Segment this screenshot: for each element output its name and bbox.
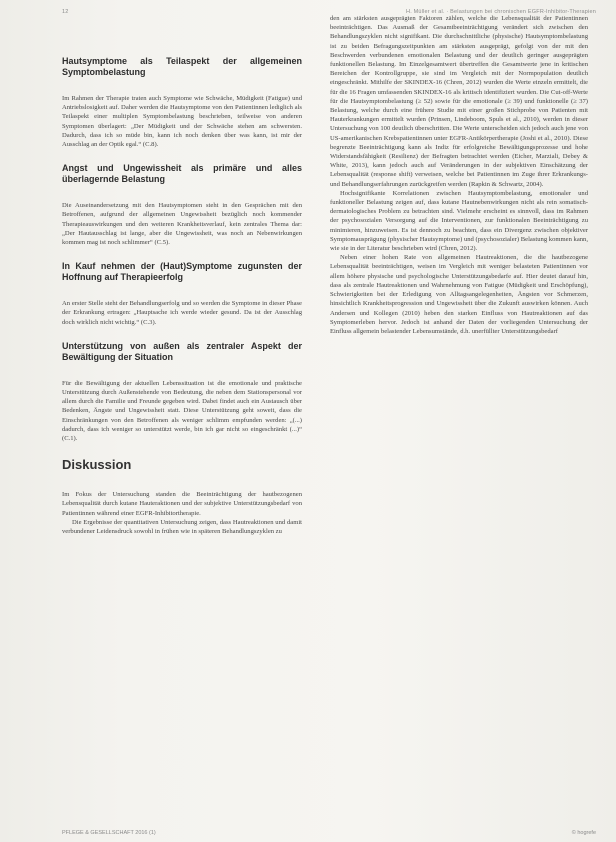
section — [62, 261, 302, 327]
body-paragraph: Hochsignifikante Korrelationen zwischen Hautsymptombelastung, emotionaler und funktioneller Belastung zeigen auf, dass kutane Hautnebenwirkungen nicht als rein somatisch-dermatologisches Problem zu betrachten sind. Vielmehr erscheint es sinnvoll, dass im Rahmen der psychosozialen Versorgung auf die Interventionen, zur funktionalen Beeinträchtigung zu minimieren, hinzuweisen. Es ist dennoch zu beachten, dass ein Divergenz zwischen objektiver Symptomausprägung (physischer Hautsymptome) und (psychosozialer) Belastung kommen kann, wie sie in der Literatur beschrieben wird (Chren, 2012). — [330, 189, 588, 253]
section-text: Die Auseinandersetzung mit den Hautsymptomen steht in den Gesprächen mit den Betroffenen, aufgrund der allgemeinen Ungewissheit bezüglich noch kommender Therapieauswirkungen und den weiteren Krankheitsverlauf, kein zentrales Thema dar: „Der Hautausschlag ist lange, aber die Ungewissheit, was noch an Nebenwirkungen kommen mag ist noch schlimmer“ (C.5). — [62, 202, 302, 247]
section — [62, 341, 302, 443]
discussion-paragraph: Im Fokus der Untersuchung standen die Beeinträchtigung der hautbezogenen Lebensqualität durch kutane Hauteraktionen und der subjektive Unterstützungsbedarf von Patientinnen während einer EGFR-Inhibitortherapie. — [62, 491, 302, 517]
publisher-footer: © hogrefe — [571, 830, 596, 836]
section — [62, 56, 302, 149]
section-heading: Hautsymptome als Teilaspekt der allgemeinen Symptombelastung — [62, 56, 302, 77]
page-number: 12 — [62, 9, 69, 15]
body-paragraph: Neben einer hohen Rate von allgemeinen Hautreaktionen, die die hautbezogene Lebensqualität beeinträchtigen, weisen im Vergleich mit weniger belasteten Patientinnen vor allem höhere physische und psychologische Unterstützungsbedarfe auf. Hier deutet darauf hin, dass als zentrale Hautreaktionen und Wahrnehmung von Fatigue (Müdigkeit und Erschöpfung), Schwierigkeiten bei der Erledigung von Alltagsangelegenheiten, Ängsten vor Schmerzen, hinsichtlich Krankheitsprogression und Ungewissheit über die Zukunft auswirken können. Auch Andersen und Kollegen (2010) heben den starken Einfluss von Hautreaktionen auf das Symptomerleben hervor. Jedoch ist anhand der Daten der vorliegenden Untersuchung der Einfluss allgemein belastender Lebensumstände, d.h. unerfüllter Unterstützungsbedarf — [330, 254, 588, 335]
section — [62, 163, 302, 247]
discussion-paragraph: Die Ergebnisse der quantitativen Untersuchung zeigen, dass Hautreaktionen und damit verbundener Leidensdruck sowohl in frühen wie in späteren Behandlungszyklen zu — [62, 518, 302, 536]
section-text: Im Rahmen der Therapie traten auch Symptome wie Schwäche, Müdigkeit (Fatigue) und Antriebslosigkeit auf. Daher werden die Hautsymptome von den Patientinnen lediglich als Teilaspekt einer multiplen Symptombelastung beschrieben, teilweise von anderen Symptomen überlagert: „Der Müdigkeit und der Schwäche stehen am schwersten. Dadurch, dass ich so müde bin, kann ich noch denken über was kann, ist mir der Ausschlag an der Optik egal.“ (C.8). — [62, 95, 302, 149]
section-heading: In Kauf nehmen der (Haut)Symptome zugunsten der Hoffnung auf Therapieerfolg — [62, 261, 302, 283]
left-column — [62, 56, 302, 536]
right-column — [330, 14, 588, 336]
section-text: An erster Stelle steht der Behandlungserfolg und so werden die Symptome in dieser Phase der Erkrankung ertragen: „Hauptsache ich werde wieder gesund. Da ist der Ausschlag doch wirklich nicht wichtig.“ (C.3). — [62, 300, 302, 326]
running-title: H. Müller et al. · Belastungen bei chronischen EGFR-Inhibitor-Therapien — [406, 9, 596, 15]
section-heading: Angst und Ungewissheit als primäre und alles überlagernde Belastung — [62, 163, 302, 185]
journal-footer: PFLEGE & GESELLSCHAFT 2016 (1) — [62, 830, 156, 836]
section-heading: Unterstützung von außen als zentraler Aspekt der Bewältigung der Situation — [62, 340, 302, 362]
discussion-heading: Diskussion — [62, 457, 132, 473]
body-paragraph: den am stärksten ausgeprägten Faktoren zählen, welche die Lebensqualität der Patientinnen beeinträchtigen. Das Ausmaß der Gesamtbeeinträchtigung verändert sich zwischen den Behandlungszyklen nicht signifikant. Die durchschnittliche (physische) Hautsymptombelastung ist zu beiden Befragungszeitpunkten am stärksten ausgeprägt, gefolgt von der mit den Beschwerden verbundenen emotionalen Belastung und der deutlich geringer ausgeprägten funktionellen Belastung. Im Einzelgesamtwert übertreffen die Gesamtwerte jene in kritischen Bereichen der Kontrollgruppe, sie sind im Vergleich mit der Normpopulation deutlich eingeschränkt. Mithilfe der SKINDEX-16 (Chren, 2012) wurden die Werte einzeln ermittelt, die für die 16 Fragen umfassenden SKINDEX-16 als kritisch identifiziert wurden. Die Cut-off-Werte für die Hautsymptombelastung (≥ 52) sowie für die emotionale (≥ 39) und funktionelle (≥ 37) Belastung, welche durch eine frühere Studie mit einer großen Stichprobe von Patienten mit Hauterkrankungen ermittelt wurden (Prinsen, Lindeboom, Spuls et al., 2010), werden in dieser Untersuchung von 100 deutlich überschritten. Die Werte unterscheiden sich jedoch auch jene von US-amerikanischen Krebspatientinnen unter EGFR-Antikörpertherapie (Joshi et al., 2010). Diese begrenzte Beeinträchtigung kann als Indiz für erfolgreiche Bewältigungsprozesse und hohe Widerstandsfähigkeit (Resilienz) der Befragten betrachtet werden (Eicher, Marziali, Debey & White, 2013), kann jedoch auch auf Veränderungen in der subjektiven Einschätzung der Lebensqualität (response shift) verweisen, welche bei Patientinnen im Zuge ihrer Erkrankungs- und Behandlungserfahrungen zurückgreifen werden (Rapkin & Schwartz, 2004). — [330, 15, 588, 188]
section-text: Für die Bewältigung der aktuellen Lebenssituation ist die emotionale und praktische Unterstützung durch Außenstehende von Bedeutung, die neben dem Stationspersonal vor allem durch die Familie und Freunde gegeben wird. Dabei findet auch ein Austausch über Bedenken, Ängste und Ungewissheit statt. Diese Unterstützung geht soweit, dass die Einschränkungen von den Betroffenen als weniger schlimm empfunden werden: „(...) dadurch, dass ich weniger so unterstützt werde, bin ich gar nicht so eingeschränkt (...)“ (C.1). — [62, 379, 302, 443]
